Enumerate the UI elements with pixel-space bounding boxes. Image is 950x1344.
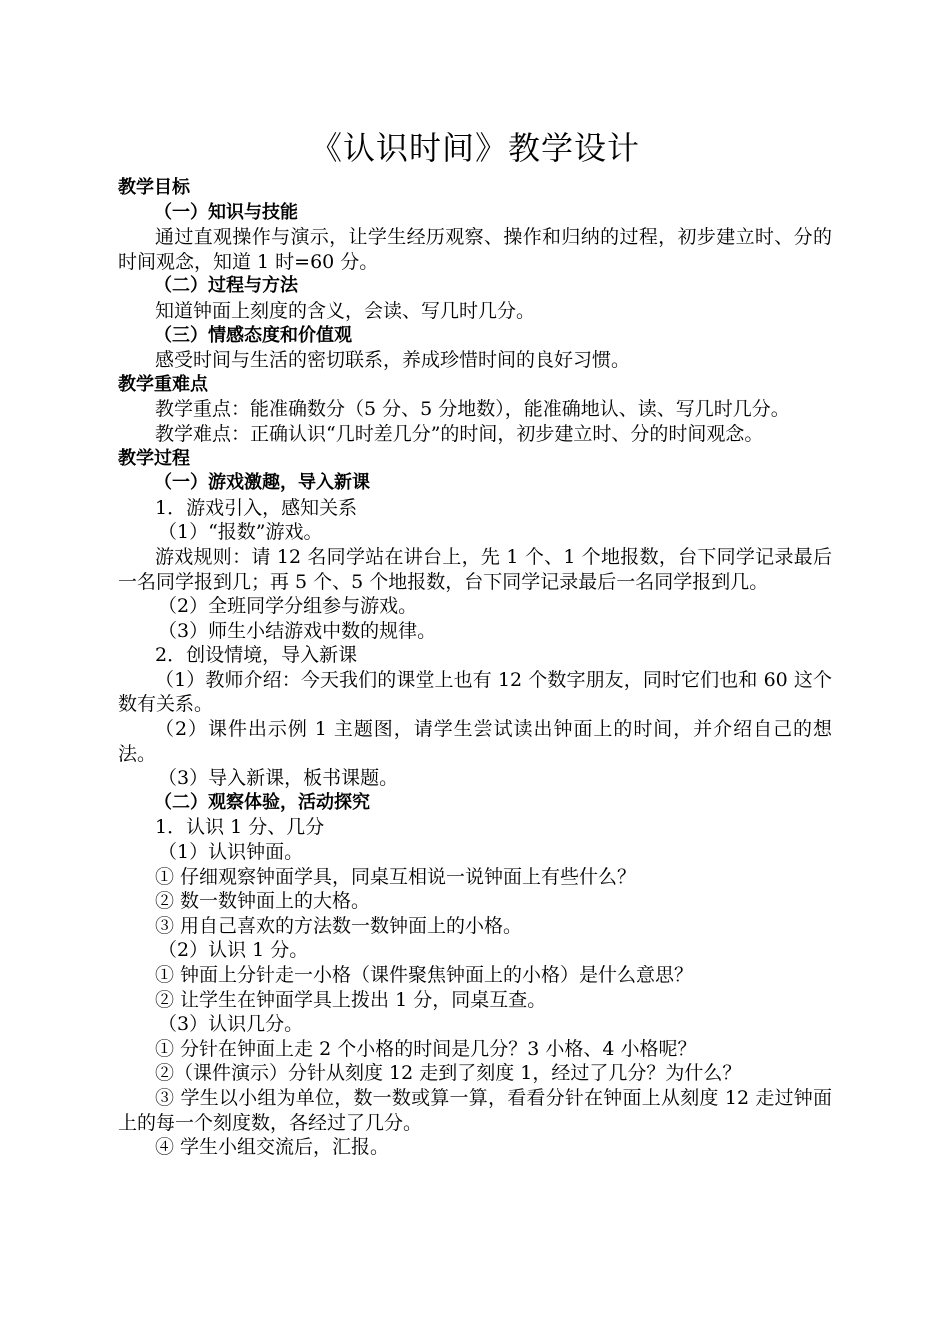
document-title: 《认识时间》教学设计 [309,129,640,167]
subsection-heading: （三）情感态度和价值观 [154,324,352,346]
paragraph: 知道钟面上刻度的含义，会读、写几时几分。 [155,299,536,322]
paragraph: （3）认识几分。 [158,1013,304,1036]
section-heading: 教学目标 [118,177,190,198]
paragraph: 游戏规则：请 12 名同学站在讲台上，先 1 个、1 个地报数，台下同学记录最后一名同学报到几；再 5 个、5 个地报数，台下同学记录最后一名同学报到几。 [118,545,832,593]
paragraph: （1）“报数”游戏。 [158,521,323,544]
paragraph: ② 让学生在钟面学具上拨出 1 分，同桌互查。 [155,988,547,1011]
paragraph: ① 仔细观察钟面学具，同桌互相说一说钟面上有些什么？ [155,865,637,888]
paragraph: ① 钟面上分针走一小格（课件聚焦钟面上的小格）是什么意思？ [155,964,694,986]
paragraph: ② 数一数钟面上的大格。 [155,890,371,913]
paragraph: 感受时间与生活的密切联系，养成珍惜时间的良好习惯。 [155,349,631,372]
section-heading: 教学重难点 [118,373,208,395]
paragraph: 教学重点：能准确数分（5 分、5 分地数），能准确地认、读、写几时几分。 [155,398,790,421]
paragraph: 1．认识 1 分、几分 [155,816,325,839]
paragraph: （1）教师介绍：今天我们的课堂上也有 12 个数字朋友，同时它们也和 60 这个数有关系。 [118,668,832,716]
paragraph: 通过直观操作与演示，让学生经历观察、操作和归纳的过程，初步建立时、分的时间观念，知道 1 时=60 分。 [118,226,832,273]
paragraph: （1）认识钟面。 [158,841,304,864]
paragraph: ③ 学生以小组为单位，数一数或算一算，看看分针在钟面上从刻度 12 走过钟面上的每一个刻度数，各经过了几分。 [118,1086,832,1134]
subsection-heading: （一）知识与技能 [154,201,298,223]
document-body [118,176,832,1160]
paragraph: 1．游戏引入，感知关系 [155,496,358,519]
subsection-heading: （一）游戏激趣，导入新课 [154,472,370,494]
paragraph: 2．创设情境，导入新课 [155,644,358,667]
paragraph: 教学难点：正确认识“几时差几分”的时间，初步建立时、分的时间观念。 [155,422,764,445]
paragraph: （2）课件出示例 1 主题图，请学生尝试读出钟面上的时间，并介绍自己的想法。 [118,718,832,765]
paragraph: ④ 学生小组交流后，汇报。 [155,1136,390,1159]
paragraph: （2）全班同学分组参与游戏。 [158,595,418,618]
section-heading: 教学过程 [118,447,190,469]
paragraph: ③ 用自己喜欢的方法数一数钟面上的小格。 [155,914,523,937]
paragraph: （2）认识 1 分。 [158,939,309,962]
paragraph: （3）师生小结游戏中数的规律。 [158,619,437,642]
paragraph: （3）导入新课，板书课题。 [158,767,399,790]
paragraph: ②（课件演示）分针从刻度 12 走到了刻度 1，经过了几分？为什么？ [155,1062,742,1085]
subsection-heading: （二）过程与方法 [154,275,298,297]
subsection-heading: （二）观察体验，活动探究 [154,791,370,813]
paragraph: ① 分针在钟面上走 2 个小格的时间是几分？3 小格、4 小格呢？ [155,1037,697,1060]
